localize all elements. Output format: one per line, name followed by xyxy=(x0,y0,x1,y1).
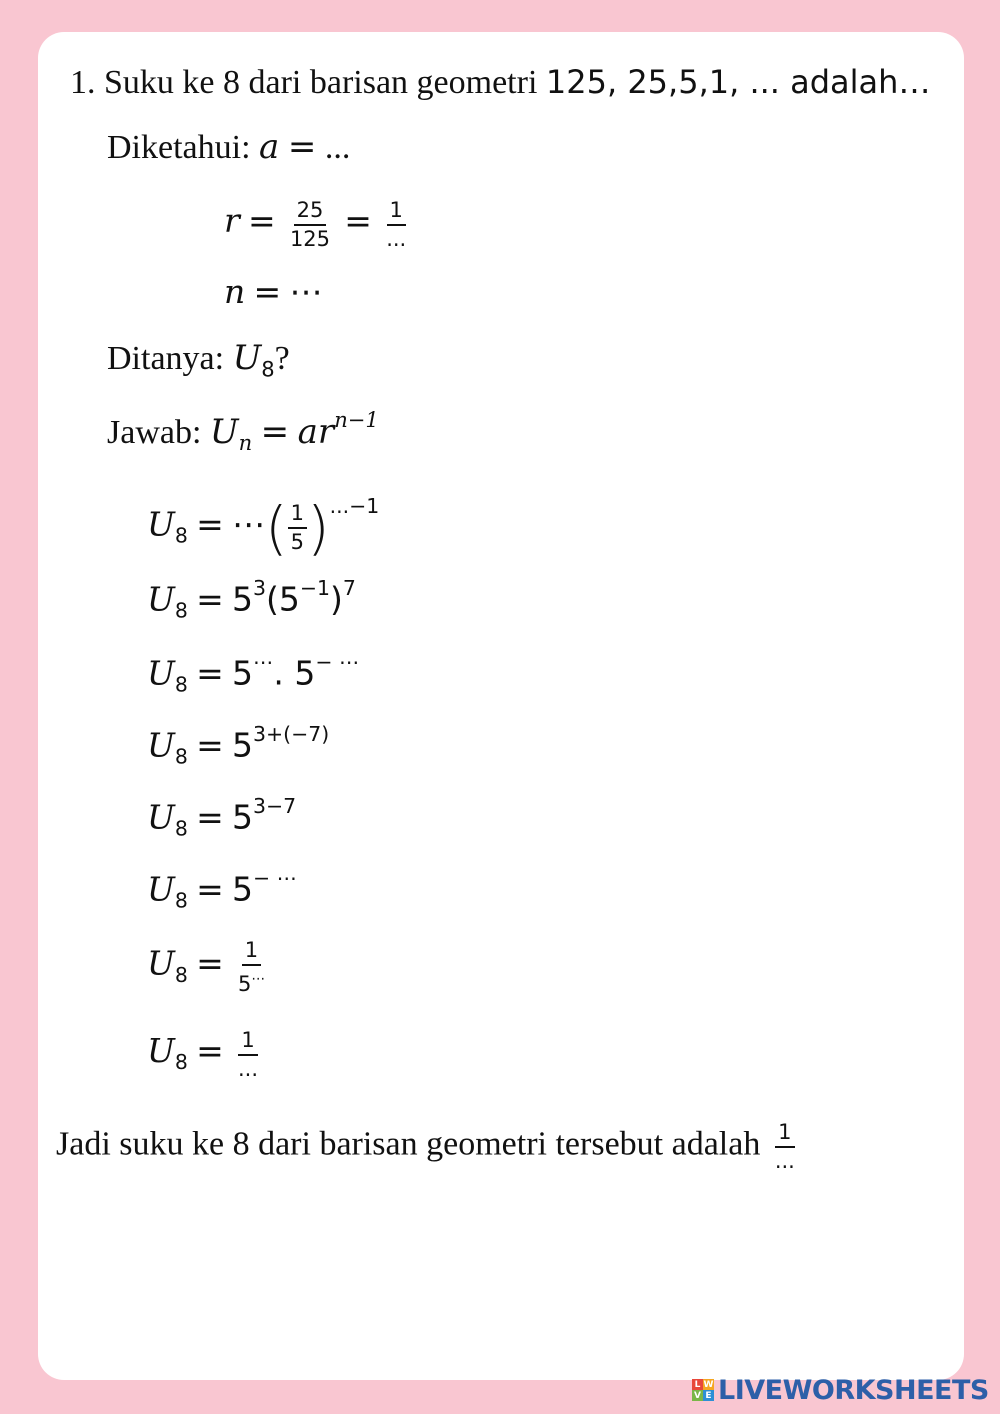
step-1-fraction xyxy=(288,501,307,554)
left-paren: ( xyxy=(264,493,288,562)
step-4-exp: 3+(−7) xyxy=(252,722,330,746)
logo-cell-l: L xyxy=(692,1379,703,1390)
step-3-lhs: U xyxy=(147,653,175,693)
step-7-den-exp[interactable]: ⋯ xyxy=(251,971,265,987)
step-2-exp: 3 xyxy=(252,576,266,600)
answer-formula-line xyxy=(107,400,379,463)
step-5-lhs: U xyxy=(147,797,175,837)
known-r-result-fraction xyxy=(383,198,409,251)
step-5-sub: 8 xyxy=(174,816,188,841)
known-r-var: r xyxy=(224,201,240,241)
known-a-var: a xyxy=(259,127,280,167)
step-1-lhs: U xyxy=(147,504,175,544)
step-2-inner-exp: −1 xyxy=(299,576,331,600)
known-a-eq: = xyxy=(287,127,317,167)
answer-label: Jawab: xyxy=(107,413,202,451)
step-6 xyxy=(147,858,297,921)
known-n-line xyxy=(224,272,322,313)
step-6-base: 5 xyxy=(231,869,253,909)
asked-var: U xyxy=(232,338,262,378)
known-a-blank[interactable]: ... xyxy=(324,129,351,166)
formula-eq: = xyxy=(260,411,290,452)
step-8-fraction xyxy=(235,1028,261,1081)
step-4-eq: = xyxy=(196,725,224,765)
known-n-var: n xyxy=(224,272,246,311)
asked-label: Ditanya: xyxy=(107,340,225,377)
step-7-den-base: 5 xyxy=(237,972,252,997)
step-7-lhs: U xyxy=(147,943,175,983)
step-3-base2: . 5 xyxy=(273,653,316,693)
question-line xyxy=(70,62,930,103)
step-6-sub: 8 xyxy=(174,888,188,913)
step-3-base1: 5 xyxy=(231,653,253,693)
conclusion-text: Jadi suku ke 8 dari barisan geometri tersebut adalah xyxy=(56,1125,761,1163)
formula-rhs: ar xyxy=(297,411,335,452)
step-1-eq: = xyxy=(196,504,224,544)
asked-sub: 8 xyxy=(261,356,275,382)
step-7-sub: 8 xyxy=(174,962,188,987)
step-1-sub: 8 xyxy=(174,523,188,548)
right-paren: ) xyxy=(307,493,330,562)
question-number: 1. xyxy=(70,64,96,101)
step-4 xyxy=(147,714,329,777)
step-8 xyxy=(147,1028,264,1082)
step-3-exp2[interactable]: − ⋯ xyxy=(315,650,360,674)
known-r-fraction xyxy=(287,198,333,251)
step-4-lhs: U xyxy=(147,725,175,765)
step-2-eq: = xyxy=(196,579,224,619)
step-2-base: 5 xyxy=(231,579,253,619)
step-5-base: 5 xyxy=(231,797,253,837)
step-1 xyxy=(147,486,380,562)
step-2-lhs: U xyxy=(147,579,175,619)
known-r-result-blank[interactable]: ... xyxy=(386,227,407,251)
formula-exp: n−1 xyxy=(334,407,379,432)
logo-cell-w: W xyxy=(703,1379,714,1390)
known-r-eq2: = xyxy=(344,201,372,241)
known-r-denominator: 125 xyxy=(289,227,331,251)
liveworksheets-logo xyxy=(692,1374,989,1406)
step-8-numerator: 1 xyxy=(238,1028,257,1056)
logo-text: LIVEWORKSHEETS xyxy=(718,1374,989,1406)
step-1-denominator: 5 xyxy=(290,530,304,555)
step-2 xyxy=(147,568,356,631)
step-1-exp[interactable]: ...−1 xyxy=(329,494,380,518)
step-7 xyxy=(147,938,271,996)
step-2-outer-exp: 7 xyxy=(342,576,356,600)
step-7-numerator: 1 xyxy=(242,938,261,966)
known-r-eq1: = xyxy=(248,201,276,241)
conclusion-numerator: 1 xyxy=(775,1120,794,1148)
known-label: Diketahui: xyxy=(107,129,251,166)
step-8-denominator[interactable]: ... xyxy=(237,1057,259,1081)
step-3-exp1[interactable]: ⋯ xyxy=(252,650,274,674)
known-a-line xyxy=(107,127,350,168)
step-6-lhs: U xyxy=(147,869,175,909)
step-5-exp: 3−7 xyxy=(252,794,297,818)
logo-cell-e: E xyxy=(703,1390,714,1401)
known-r-numerator: 25 xyxy=(294,198,327,226)
asked-line xyxy=(107,338,290,389)
known-r-result-numerator: 1 xyxy=(387,198,406,226)
step-8-sub: 8 xyxy=(174,1050,188,1075)
step-7-fraction xyxy=(235,938,268,996)
step-1-numerator: 1 xyxy=(288,501,307,529)
step-5-eq: = xyxy=(196,797,224,837)
conclusion-fraction xyxy=(772,1120,798,1173)
step-8-eq: = xyxy=(196,1031,224,1071)
step-7-denominator xyxy=(235,966,268,996)
formula-lhs: U xyxy=(209,411,239,452)
step-8-lhs: U xyxy=(147,1031,175,1071)
logo-cell-v: V xyxy=(692,1390,703,1401)
step-6-exp[interactable]: − ⋯ xyxy=(252,866,298,890)
step-3-sub: 8 xyxy=(174,672,188,697)
step-3-eq: = xyxy=(196,653,224,693)
known-n-eq: = xyxy=(253,272,282,311)
step-3 xyxy=(147,642,359,705)
step-4-sub: 8 xyxy=(174,744,188,769)
step-4-base: 5 xyxy=(231,725,253,765)
step-2-inner: (5 xyxy=(266,579,300,619)
known-n-blank[interactable]: ⋯ xyxy=(289,272,323,311)
step-7-eq: = xyxy=(196,943,224,983)
step-1-blank[interactable]: ⋯ xyxy=(231,504,265,544)
question-text: Suku ke 8 dari barisan geometri xyxy=(104,64,538,101)
liveworksheets-logo-icon xyxy=(692,1379,714,1401)
conclusion-line xyxy=(56,1120,801,1173)
conclusion-denominator[interactable]: ... xyxy=(774,1149,795,1173)
step-2-close: ) xyxy=(330,579,343,619)
question-sequence: 125, 25,5,1, ... adalah… xyxy=(545,63,931,101)
known-r-line xyxy=(224,198,412,251)
step-5 xyxy=(147,786,296,849)
formula-lhs-sub: n xyxy=(238,430,253,456)
worksheet-card xyxy=(38,32,964,1380)
asked-mark: ? xyxy=(274,340,290,377)
step-2-sub: 8 xyxy=(174,598,188,623)
step-6-eq: = xyxy=(196,869,224,909)
